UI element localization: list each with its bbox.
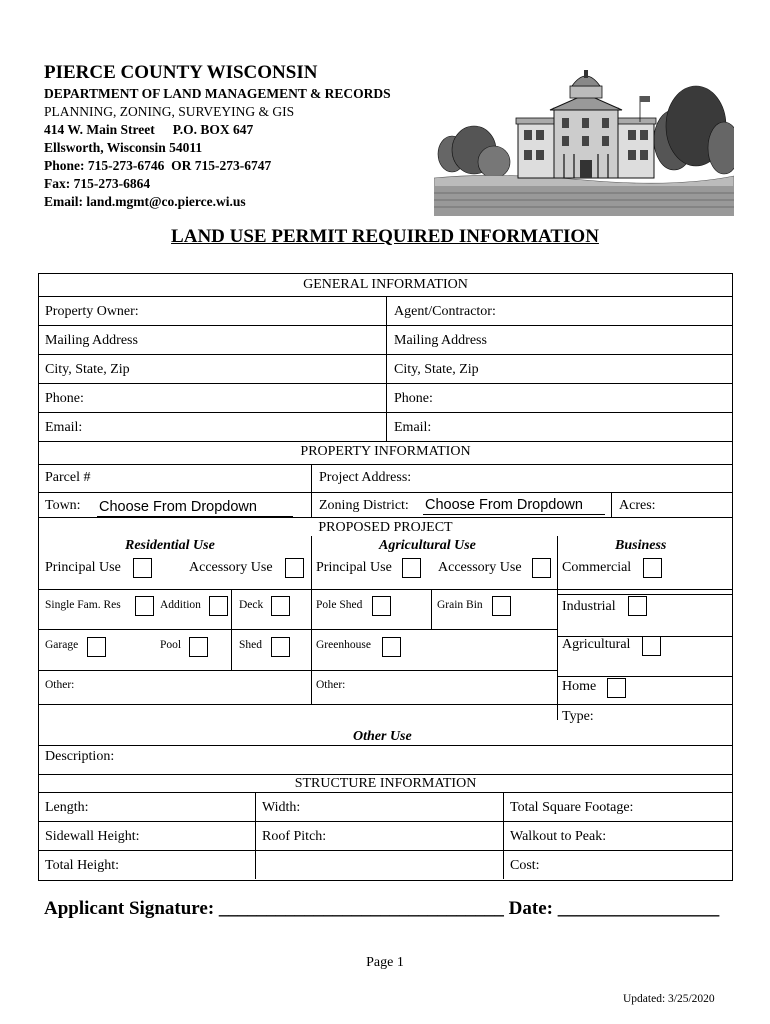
divisions-line: PLANNING, ZONING, SURVEYING & GIS: [44, 104, 295, 119]
date-blank[interactable]: _________________: [557, 898, 720, 919]
owner-city-label: City, State, Zip: [45, 362, 130, 377]
pool-label: Pool: [160, 639, 182, 651]
res-principal-use-label: Principal Use: [45, 560, 121, 575]
industrial-checkbox[interactable]: [628, 596, 647, 616]
po-box: P.O. BOX 647: [172, 122, 254, 137]
pole-shed-label: Pole Shed: [316, 599, 363, 611]
single-fam-res-label: Single Fam. Res: [45, 599, 121, 611]
owner-email-label: Email:: [45, 420, 83, 435]
address-line: [44, 122, 253, 138]
page-number: Page 1: [366, 955, 404, 970]
pole-shed-checkbox[interactable]: [372, 596, 391, 616]
owner-phone-label: Phone:: [45, 391, 84, 406]
applicant-signature-label: Applicant Signature:: [44, 898, 215, 919]
ag-principal-use-checkbox[interactable]: [402, 558, 421, 578]
permit-form: [38, 273, 733, 881]
ag-principal-use-label: Principal Use: [316, 560, 392, 575]
roof-pitch-label: Roof Pitch:: [262, 829, 327, 844]
total-square-footage-label: Total Square Footage:: [510, 800, 634, 815]
shed-checkbox[interactable]: [271, 637, 290, 657]
town-dropdown[interactable]: Choose From Dropdown: [97, 498, 293, 517]
fax-line: Fax: 715-273-6864: [44, 176, 151, 191]
agricultural-use-heading: Agricultural Use: [379, 538, 476, 553]
single-fam-res-checkbox[interactable]: [135, 596, 154, 616]
other-use-heading: Other Use: [353, 729, 412, 744]
agent-mailing-label: Mailing Address: [394, 333, 487, 348]
general-info-heading: GENERAL INFORMATION: [303, 277, 468, 292]
pool-checkbox[interactable]: [189, 637, 208, 657]
shed-label: Shed: [239, 639, 262, 651]
home-business-checkbox[interactable]: [607, 678, 626, 698]
deck-checkbox[interactable]: [271, 596, 290, 616]
walkout-to-peak-label: Walkout to Peak:: [510, 829, 607, 844]
cost-label: Cost:: [510, 858, 540, 873]
grain-bin-label: Grain Bin: [437, 599, 483, 611]
signature-blank[interactable]: ______________________________: [218, 898, 504, 919]
property-info-heading: PROPERTY INFORMATION: [300, 444, 471, 459]
ag-other-label: Other:: [316, 679, 346, 691]
agent-phone-label: Phone:: [394, 391, 433, 406]
res-other-label: Other:: [45, 679, 75, 691]
total-height-label: Total Height:: [45, 858, 120, 873]
home-business-label: Home: [562, 679, 597, 694]
department-name: DEPARTMENT OF LAND MANAGEMENT & RECORDS: [44, 86, 391, 101]
business-type-label: Type:: [562, 709, 594, 724]
greenhouse-checkbox[interactable]: [382, 637, 401, 657]
industrial-label: Industrial: [562, 599, 616, 614]
date-label: Date:: [508, 898, 553, 919]
res-accessory-use-checkbox[interactable]: [285, 558, 304, 578]
project-address-label: Project Address:: [319, 470, 412, 485]
agent-city-label: City, State, Zip: [394, 362, 479, 377]
acres-label: Acres:: [619, 498, 656, 513]
garage-label: Garage: [45, 639, 79, 651]
property-owner-label: Property Owner:: [45, 304, 139, 319]
proposed-project-heading: PROPOSED PROJECT: [318, 520, 453, 535]
agricultural-business-checkbox[interactable]: [642, 636, 661, 656]
length-label: Length:: [45, 800, 89, 815]
email-line: Email: land.mgmt@co.pierce.wi.us: [44, 194, 246, 209]
addition-label: Addition: [160, 599, 201, 611]
res-accessory-use-label: Accessory Use: [189, 560, 273, 575]
parcel-label: Parcel #: [45, 470, 91, 485]
owner-mailing-label: Mailing Address: [45, 333, 138, 348]
residential-use-heading: Residential Use: [125, 538, 215, 553]
zoning-district-dropdown[interactable]: Choose From Dropdown: [423, 496, 605, 515]
sidewall-height-label: Sidewall Height:: [45, 829, 140, 844]
business-heading: Business: [615, 538, 667, 553]
city-line: Ellsworth, Wisconsin 54011: [44, 140, 203, 155]
town-label: Town:: [45, 498, 81, 513]
ag-accessory-use-checkbox[interactable]: [532, 558, 551, 578]
commercial-label: Commercial: [562, 560, 632, 575]
street-address: 414 W. Main Street: [44, 122, 155, 137]
garage-checkbox[interactable]: [87, 637, 106, 657]
commercial-checkbox[interactable]: [643, 558, 662, 578]
zoning-district-label: Zoning District:: [319, 498, 409, 513]
agent-email-label: Email:: [394, 420, 432, 435]
agent-contractor-label: Agent/Contractor:: [394, 304, 496, 319]
agricultural-business-label: Agricultural: [562, 637, 631, 652]
addition-checkbox[interactable]: [209, 596, 228, 616]
description-label: Description:: [45, 749, 115, 764]
courthouse-illustration: [434, 68, 734, 216]
document-title: LAND USE PERMIT REQUIRED INFORMATION: [171, 226, 599, 247]
structure-info-heading: STRUCTURE INFORMATION: [294, 776, 477, 791]
grain-bin-checkbox[interactable]: [492, 596, 511, 616]
ag-accessory-use-label: Accessory Use: [438, 560, 522, 575]
agency-title: PIERCE COUNTY WISCONSIN: [44, 62, 318, 83]
phone-line: Phone: 715-273-6746 OR 715-273-6747: [44, 158, 272, 173]
greenhouse-label: Greenhouse: [316, 639, 371, 651]
width-label: Width:: [262, 800, 301, 815]
updated-date: Updated: 3/25/2020: [623, 993, 715, 1005]
res-principal-use-checkbox[interactable]: [133, 558, 152, 578]
deck-label: Deck: [239, 599, 264, 611]
signature-line: [44, 898, 719, 920]
